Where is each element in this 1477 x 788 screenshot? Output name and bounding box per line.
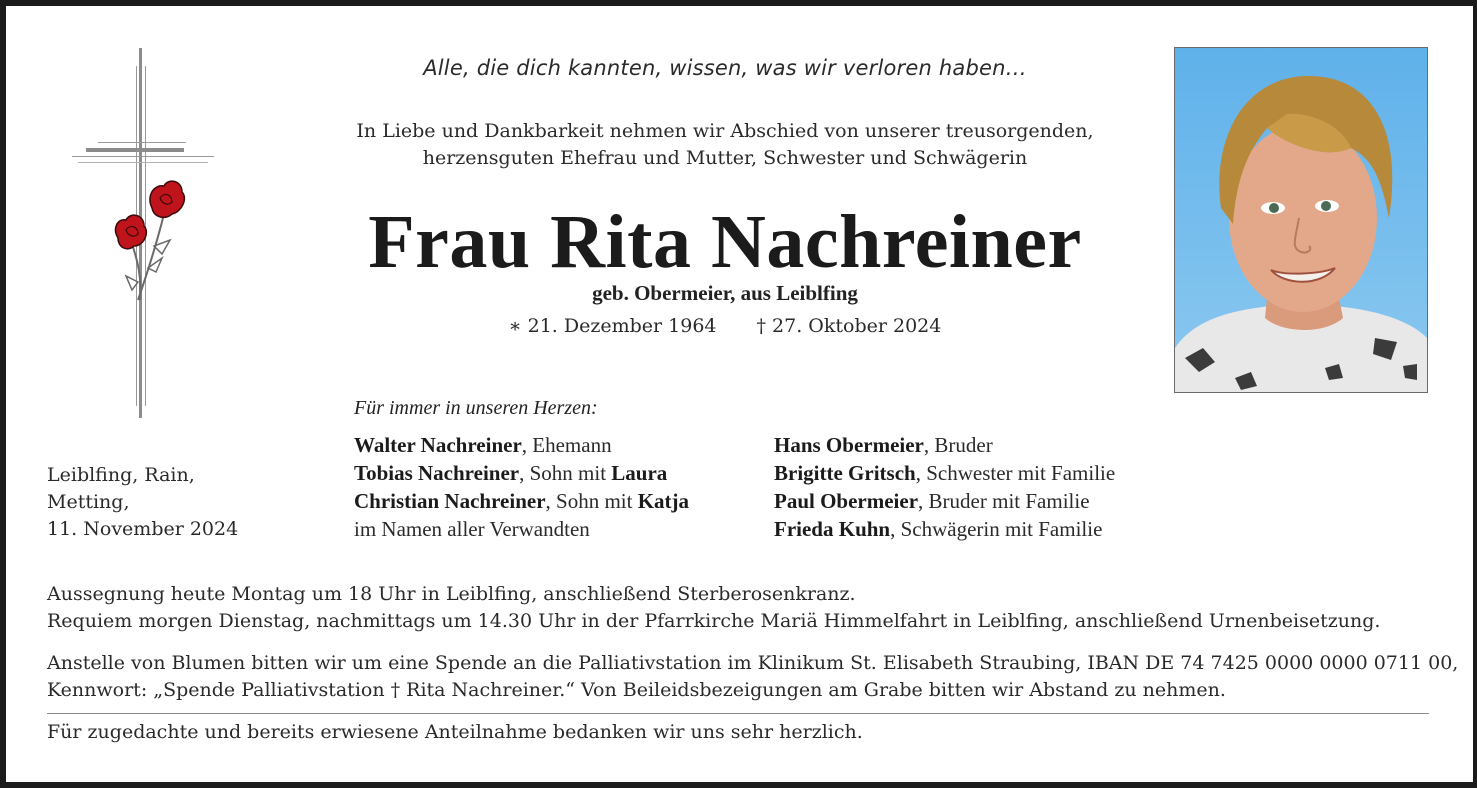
donation-request [47,650,1459,704]
place-line: Leiblfing, Rain, [47,464,195,486]
birth-date: ∗ 21. Dezember 1964 [508,315,717,337]
date-line: 11. November 2024 [47,518,239,540]
mourner-entry: Walter Nachreiner, Ehemann [354,433,612,457]
mourner-entry: Hans Obermeier, Bruder [774,433,993,457]
place-line: Metting, [47,491,130,513]
cross-with-roses-icon [68,46,218,420]
mourner-entry: Paul Obermeier, Bruder mit Familie [774,489,1090,513]
donation-line: Kennwort: „Spende Palliativstation † Rita Nachreiner.“ Von Beileidsbezeigungen am Grabe bitten wir Abstand zu nehmen. [47,679,1226,701]
maiden-name: geb. Obermeier, aus Leiblfing [592,281,858,305]
divider [47,713,1429,714]
intro-line: In Liebe und Dankbarkeit nehmen wir Abschied von unserer treusorgenden, [356,120,1094,142]
mourner-entry: Christian Nachreiner, Sohn mit Katja [354,489,690,513]
service-line: Aussegnung heute Montag um 18 Uhr in Leiblfing, anschließend Sterberosenkranz. [47,583,856,605]
intro-text [330,118,1120,172]
death-date: † 27. Oktober 2024 [756,315,942,337]
mourner-entry: im Namen aller Verwandten [354,517,590,541]
intro-line: herzensguten Ehefrau und Mutter, Schwester und Schwägerin [422,147,1028,169]
mourners-right-column [774,431,1115,543]
thanks-text: Für zugedachte und bereits erwiesene Anteilnahme bedanken wir uns sehr herzlich. [47,721,863,743]
motto-quote: Alle, die dich kannten, wissen, was wir verloren haben… [423,56,1027,80]
service-line: Requiem morgen Dienstag, nachmittags um 14.30 Uhr in der Pfarrkirche Mariä Himmelfahrt in Leiblfing, anschließend Urnenbeisetzung. [47,610,1381,632]
service-times [47,581,1437,635]
deceased-name: Frau Rita Nachreiner [368,200,1082,284]
portrait-photo [1174,47,1428,393]
mourner-entry: Frieda Kuhn, Schwägerin mit Familie [774,517,1103,541]
mourners-heading: Für immer in unseren Herzen: [354,397,598,419]
place-and-date [47,462,238,543]
donation-line: Anstelle von Blumen bitten wir um eine Spende an die Palliativstation im Klinikum St. Elisabeth Straubing, IBAN DE 74 7425 0000 0000 0711 00, [47,652,1459,674]
life-dates [420,315,1030,337]
mourner-entry: Brigitte Gritsch, Schwester mit Familie [774,461,1116,485]
mourner-entry: Tobias Nachreiner, Sohn mit Laura [354,461,668,485]
mourners-left-column [354,431,689,543]
